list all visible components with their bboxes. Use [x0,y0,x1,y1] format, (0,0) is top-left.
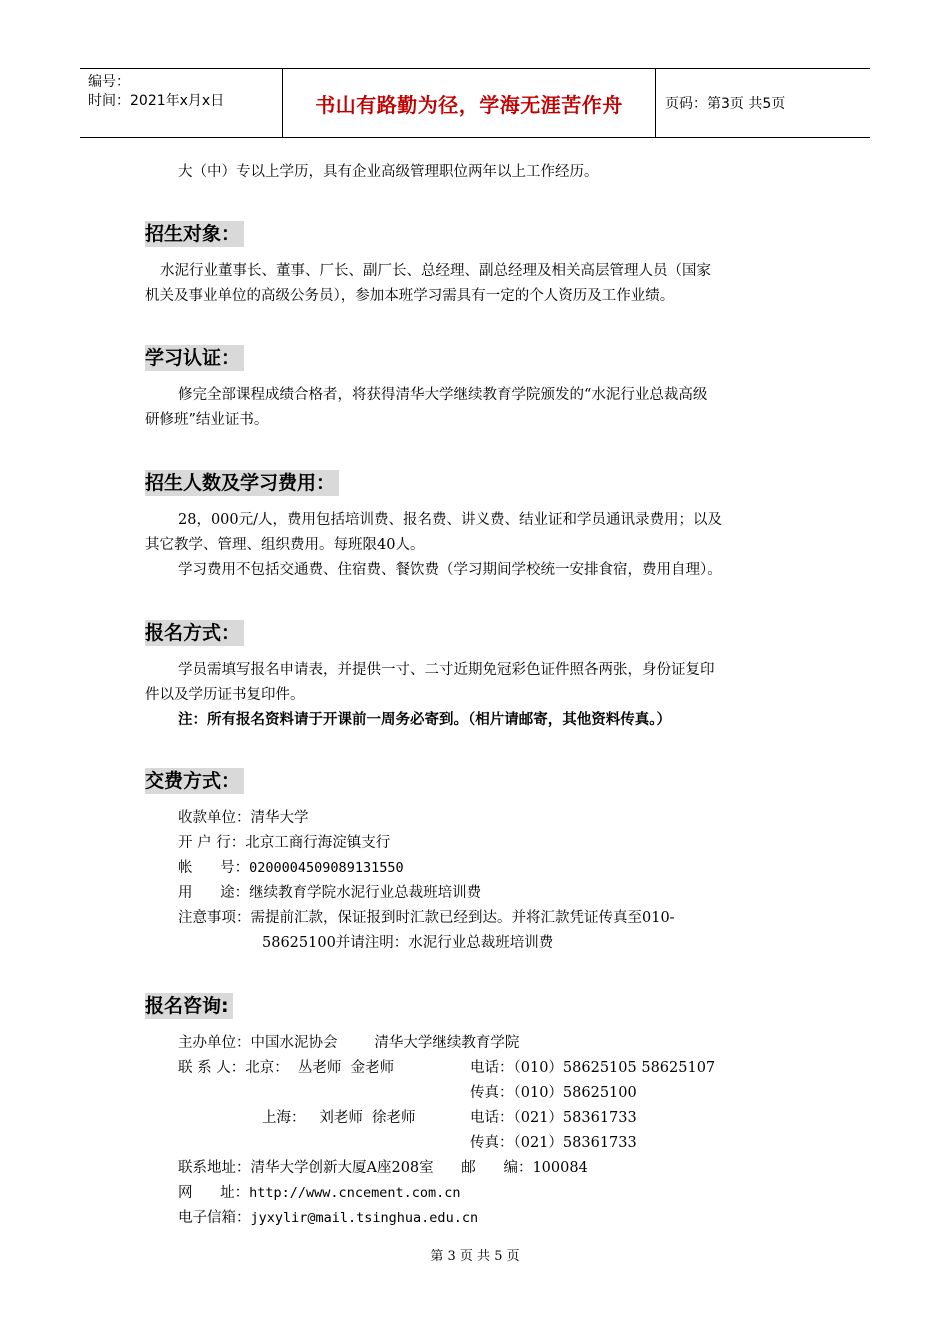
section-title-payment: 交费方式： [145,768,244,794]
contact-person-beijing: 联 系 人：北京： 丛老师 金老师 [178,1060,395,1076]
cert-line-2: 研修班”结业证书。 [145,412,269,428]
payment-account-row [178,856,404,880]
payment-notice-2: 58625100并请注明：水泥行业总裁班培训费 [262,935,554,951]
page-footer: 第 3 页 共 5 页 [430,1249,520,1264]
payment-notice-1: 注意事项：需提前汇款，保证报到时汇款已经到达。并将汇款凭证传真至010- [178,910,675,926]
header-time: 时间：2021年x月x日 [88,93,225,109]
section-title-target: 招生对象： [145,221,244,247]
payment-account-number: 0200004509089131550 [249,860,404,876]
payment-bank: 开 户 行：北京工商行海淀镇支行 [178,835,391,851]
fee-line-1: 28，000元/人，费用包括培训费、报名费、讲义费、结业证和学员通讯录费用；以及 [178,512,723,528]
contact-beijing-phone: 电话：（010）58625105 58625107 [470,1060,716,1076]
header-motto: 书山有路勤为径，学海无涯苦作舟 [315,92,623,117]
contact-beijing-fax: 传真：（010）58625100 [470,1085,637,1101]
contact-email-link[interactable]: jyxylir@mail.tsinghua.edu.cn [250,1210,479,1226]
signup-line-2: 件以及学历证书复印件。 [145,687,305,703]
section-title-fee: 招生人数及学习费用： [145,470,339,496]
contact-organizer: 主办单位：中国水泥协会 清华大学继续教育学院 [178,1035,520,1051]
section-title-contact: 报名咨询: [145,993,233,1019]
header-motto-cell [282,69,656,137]
target-line-2: 机关及事业单位的高级公务员），参加本班学习需具有一定的个人资历及工作业绩。 [145,288,675,304]
contact-email-row [178,1206,478,1230]
section-title-signup: 报名方式： [145,620,244,646]
contact-website-link[interactable]: http://www.cncement.com.cn [249,1185,461,1201]
payment-payee: 收款单位：清华大学 [178,810,309,826]
contact-shanghai-fax: 传真：（021）58361733 [470,1135,637,1151]
signup-line-1: 学员需填写报名申请表，并提供一寸、二寸近期免冠彩色证件照各两张，身份证复印 [178,662,715,678]
fee-line-3: 学习费用不包括交通费、住宿费、餐饮费（学习期间学校统一安排食宿，费用自理）。 [178,562,722,578]
contact-address: 联系地址：清华大学创新大厦A座208室 邮 编：100084 [178,1160,588,1176]
cert-line-1: 修完全部课程成绩合格者，将获得清华大学继续教育学院颁发的“水泥行业总裁高级 [178,387,708,403]
contact-person-shanghai: 上海： 刘老师 徐老师 [262,1110,416,1126]
contact-website-row [178,1181,460,1205]
section-title-cert: 学习认证： [145,345,244,371]
fee-line-2: 其它教学、管理、组织费用。每班限40人。 [145,537,425,553]
contact-email-label: 电子信箱： [178,1210,251,1226]
contact-shanghai-phone: 电话：（021）58361733 [470,1110,637,1126]
contact-website-label: 网 址： [178,1185,250,1201]
intro-line: 大（中）专以上学历，具有企业高级管理职位两年以上工作经历。 [178,164,599,180]
target-line-1: 水泥行业董事长、董事、厂长、副厂长、总经理、副总经理及相关高层管理人员（国家 [160,263,711,279]
header-page-number: 页码：第3页 共5页 [665,96,786,112]
header-meta [80,69,280,137]
header-number: 编号： [88,74,130,90]
page-header [80,68,870,138]
payment-account-label: 帐 号： [178,860,250,876]
signup-note: 注：所有报名资料请于开课前一周务必寄到。（相片请邮寄，其他资料传真。） [178,711,671,728]
payment-purpose: 用 途：继续教育学院水泥行业总裁班培训费 [178,885,482,901]
